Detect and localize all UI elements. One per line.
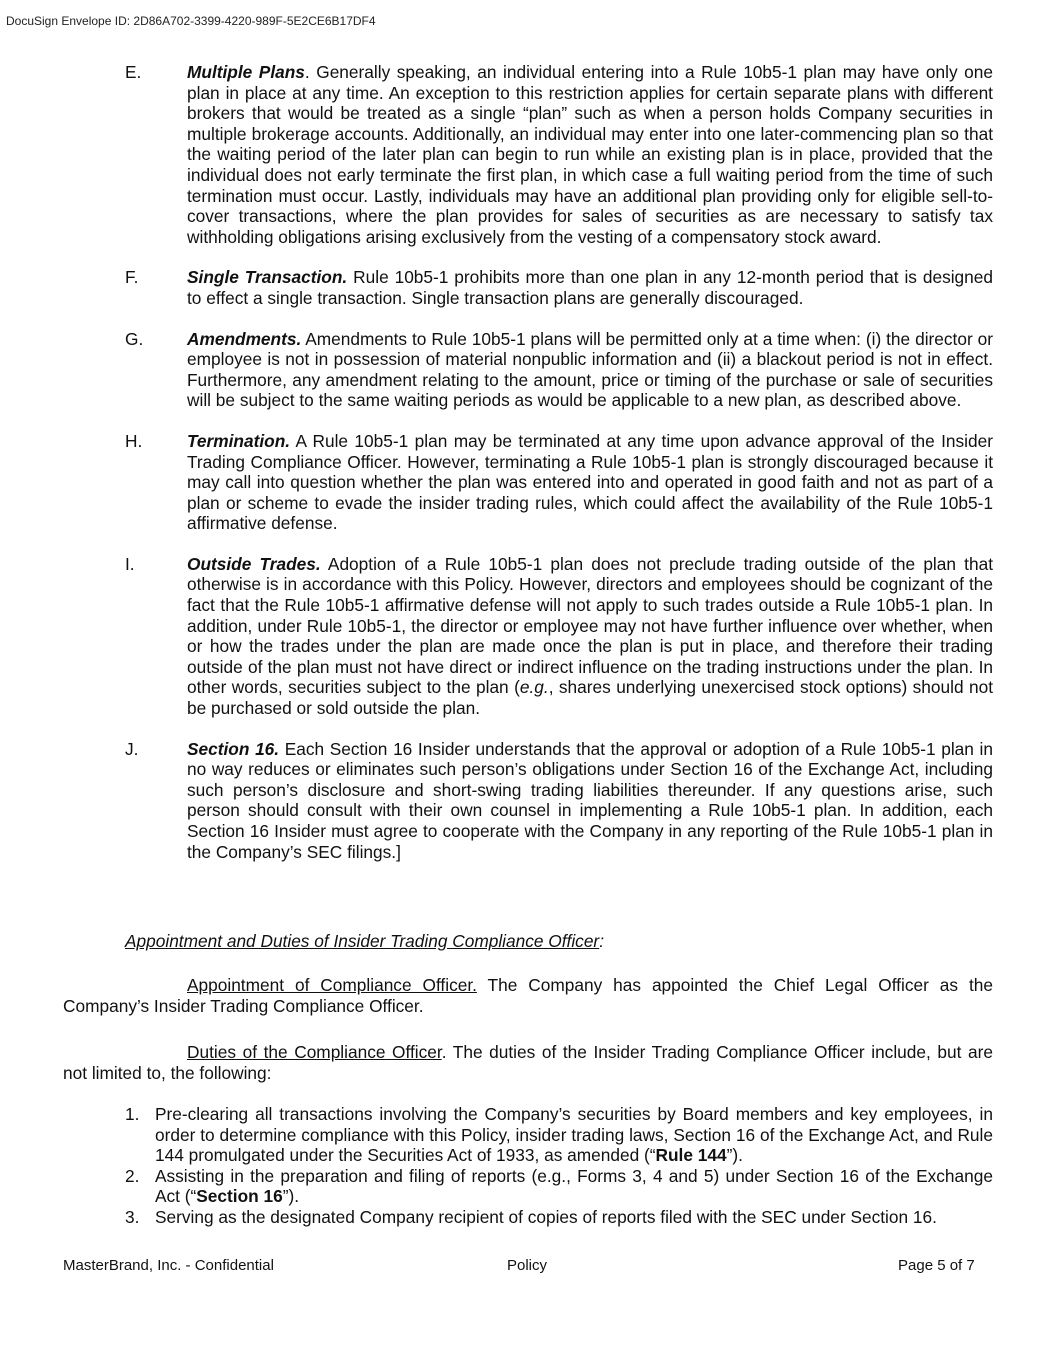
item-text: A Rule 10b5-1 plan may be terminated at any time upon advance approval of the Insider Trading Compliance Officer. However, terminating a Rule 10b5-1 plan is strongly discouraged because it may call into question whether the plan was entered into and operated in good faith and not as part of a plan or scheme to evade the insider trading rules, which could affect the availability of the Rule 10b5-1 affirmative defense. bbox=[187, 430, 993, 534]
duty-number: 1. bbox=[125, 1104, 140, 1124]
item-title: Outside Trades. bbox=[187, 553, 321, 574]
list-item-amendments bbox=[0, 329, 993, 411]
item-title: Section 16. bbox=[187, 738, 280, 759]
list-item-termination bbox=[0, 431, 993, 534]
list-item-multiple-plans bbox=[0, 62, 993, 247]
item-text-continued: , shares underlying unexercised stock options) should not be purchased or sold outside the plan. bbox=[187, 677, 993, 719]
item-text: Rule 10b5-1 prohibits more than one plan in any 12-month period that is designed to effect a single transaction. Single transaction plans are generally discouraged. bbox=[187, 267, 994, 308]
plan-provisions-list bbox=[0, 62, 1055, 882]
duties-title: Duties of the Compliance Officer bbox=[187, 1042, 442, 1062]
section-heading bbox=[125, 931, 604, 952]
item-title: Amendments. bbox=[187, 328, 302, 349]
duty-text: Pre-clearing all transactions involving the Company’s securities by Board members and key employees, in order to determine compliance with this Policy, insider trading laws, Section 16 of the Exchange Act, and Rule 144 promulgated under the Securities Act of 1933, as amended (“ bbox=[155, 1104, 993, 1166]
item-letter: H. bbox=[125, 430, 143, 451]
duty-text: Serving as the designated Company recipient of copies of reports filed with the SEC under Section 16. bbox=[155, 1206, 937, 1227]
item-letter: E. bbox=[125, 62, 142, 82]
duty-text: Assisting in the preparation and filing of reports (e.g., Forms 3, 4 and 5) under Section 16 of the Exchange Act (“ bbox=[155, 1165, 993, 1207]
item-text: Amendments to Rule 10b5-1 plans will be permitted only at a time when: (i) the director or employee is not in possession of material nonpublic information and (ii) a blackout period is not in effect. Furthermore, any amendment relating to the amount, price or timing of the purchase or sale of securities will be subject to the same waiting periods as would be applicable to a new plan, as described above. bbox=[187, 328, 993, 411]
item-letter: J. bbox=[125, 738, 139, 759]
appointment-title: Appointment of Compliance Officer. bbox=[187, 975, 477, 995]
duties-paragraph bbox=[63, 1042, 993, 1083]
list-item-single-transaction bbox=[0, 267, 993, 308]
item-text-italic: e.g. bbox=[519, 677, 549, 698]
footer-left: MasterBrand, Inc. - Confidential bbox=[63, 1257, 274, 1274]
duty-text-end: ”). bbox=[726, 1145, 743, 1166]
duty-item bbox=[0, 1104, 993, 1166]
duty-item bbox=[0, 1166, 993, 1207]
item-text: Adoption of a Rule 10b5-1 plan does not preclude trading outside of the plan that otherwise is in accordance with this Policy. However, directors and employees should be cognizant of the fact that the Rule 10b5-1 affirmative defense will not apply to such trades outside a Rule 10b5-1 plan. In addition, under Rule 10b5-1, the director or employee may not have further influence over whether, when or how the trades under the plan are made once the plan is put in place, and therefore their trading outside of the plan must not have direct or indirect influence on the trading instructions under the plan. In other words, securities subject to the plan ( bbox=[187, 553, 994, 698]
appointment-text: The Company has appointed the Chief Legal Officer as the Company’s Insider Trading Compliance Officer. bbox=[63, 975, 993, 1016]
item-text: . Generally speaking, an individual entering into a Rule 10b5-1 plan may have only one plan in place at any time. An exception to this restriction applies for certain separate plans with different brokers that would be treated as a single “plan” such as when a person holds Company securities in multiple brokerage accounts. Additionally, an individual may enter into one later-commencing plan so that the waiting period of the later plan can begin to run while an existing plan is in place, provided that the individual does not early terminate the first plan, in which case a full waiting period from the time of such termination must occur. Lastly, individuals may have an additional plan providing only for eligible sell-to-cover transactions, where the plan provides for sales of securities as are necessary to satisfy tax withholding obligations arising exclusively from the vesting of a compensatory stock award. bbox=[187, 62, 993, 247]
duty-number: 2. bbox=[125, 1165, 140, 1186]
item-letter: G. bbox=[125, 328, 144, 349]
duty-item bbox=[0, 1207, 993, 1228]
item-title: Single Transaction. bbox=[187, 267, 348, 288]
section-heading-colon: : bbox=[599, 931, 604, 951]
footer-center: Policy bbox=[507, 1257, 548, 1274]
duties-text: . The duties of the Insider Trading Compliance Officer include, but are not limited to, the following: bbox=[63, 1042, 993, 1083]
appointment-paragraph bbox=[63, 975, 993, 1016]
item-text: Each Section 16 Insider understands that the approval or adoption of a Rule 10b5-1 plan in no way reduces or eliminates such person’s obligations under Section 16 of the Exchange Act, including such person’s disclosure and short-swing trading liabilities thereunder. If any questions arise, such person should consult with their own counsel in implementing a Rule 10b5-1 plan. In addition, each Section 16 Insider must agree to cooperate with the Company in any reporting of the Rule 10b5-1 plan in the Company’s SEC filings.] bbox=[187, 738, 993, 862]
list-item-section-16 bbox=[0, 739, 993, 863]
duty-defined-term: Rule 144 bbox=[655, 1145, 727, 1166]
section-heading-text: Appointment and Duties of Insider Trading Compliance Officer bbox=[125, 931, 600, 951]
item-title: Multiple Plans bbox=[187, 62, 305, 82]
duties-list bbox=[0, 1104, 1055, 1228]
item-letter: I. bbox=[125, 553, 135, 574]
item-letter: F. bbox=[125, 267, 139, 288]
duty-number: 3. bbox=[125, 1206, 140, 1227]
footer-page-number: Page 5 of 7 bbox=[898, 1257, 975, 1274]
list-item-outside-trades bbox=[0, 554, 993, 719]
docusign-envelope-id: DocuSign Envelope ID: 2D86A702-3399-4220-989F-5E2CE6B17DF4 bbox=[6, 14, 376, 28]
duty-defined-term: Section 16 bbox=[196, 1186, 283, 1207]
item-title: Termination. bbox=[187, 430, 291, 451]
duty-text-end: ”). bbox=[282, 1186, 300, 1207]
